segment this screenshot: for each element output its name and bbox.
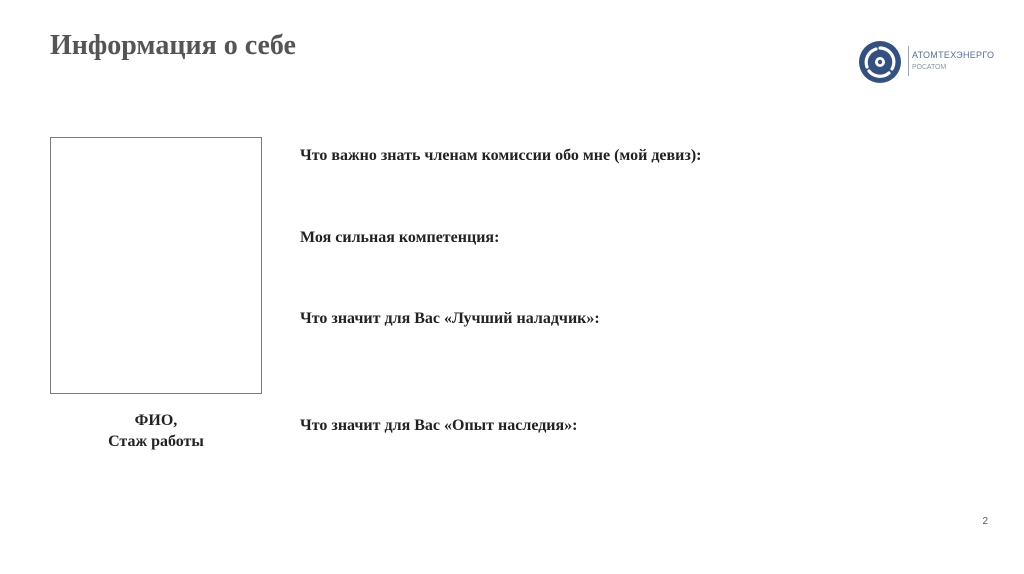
prompt-motto: Что важно знать членам комиссии обо мне (мой девиз):	[300, 147, 702, 164]
page-number: 2	[982, 516, 988, 527]
prompt-legacy-experience: Что значит для Вас «Опыт наследия»:	[300, 417, 578, 434]
photo-placeholder	[50, 137, 262, 394]
prompt-best-adjuster: Что значит для Вас «Лучший наладчик»:	[300, 310, 600, 327]
logo-company-name: АТОМТЕХЭНЕРГО	[912, 50, 995, 60]
logo-divider	[908, 46, 909, 76]
logo-subtitle: РОСАТОМ	[912, 64, 947, 71]
slide-title: Информация о себе	[50, 30, 296, 61]
rosatom-logo-icon	[858, 40, 902, 84]
profile-caption	[50, 410, 262, 452]
company-logo	[858, 40, 1008, 84]
caption-name: ФИО,	[134, 412, 178, 429]
prompt-strong-competence: Моя сильная компетенция:	[300, 229, 500, 246]
caption-experience: Стаж работы	[108, 433, 204, 450]
